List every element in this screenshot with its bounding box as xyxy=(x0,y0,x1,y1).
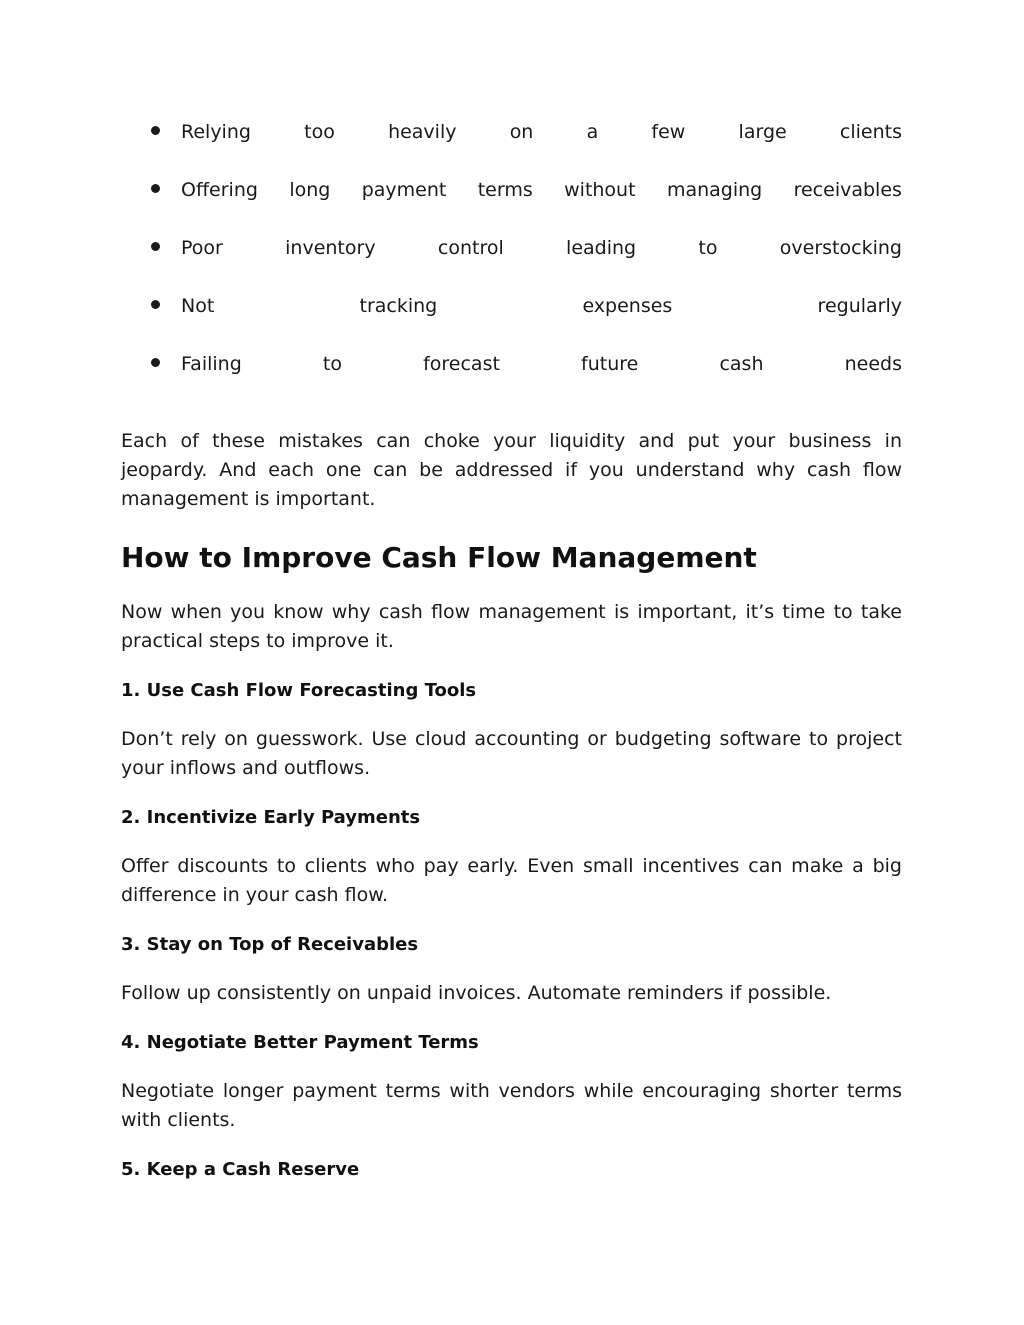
list-item-word: needs xyxy=(844,353,902,375)
list-item-word: to xyxy=(698,237,718,259)
list-item-text xyxy=(181,350,902,378)
list-item-word: a xyxy=(586,121,599,143)
list-item-word: long xyxy=(289,179,331,201)
list-item-word: large xyxy=(738,121,787,143)
step-heading: 5. Keep a Cash Reserve xyxy=(121,1159,360,1180)
step-heading: 3. Stay on Top of Receivables xyxy=(121,934,419,955)
list-item-word: forecast xyxy=(423,353,500,375)
step-heading: 1. Use Cash Flow Forecasting Tools xyxy=(121,680,477,701)
list-item-word: on xyxy=(509,121,534,143)
bullet-dot-icon xyxy=(151,358,160,367)
list-item-word: Poor xyxy=(181,237,223,259)
list-item-text xyxy=(181,292,902,320)
bullet-dot-icon xyxy=(151,126,160,135)
list-item-word: without xyxy=(564,179,636,201)
mistakes-list xyxy=(121,118,902,408)
list-item-word: payment xyxy=(361,179,447,201)
list-item xyxy=(121,350,902,408)
step-body: Don’t rely on guesswork. Use cloud accounting or budgeting software to project your inflows and outflows. xyxy=(121,728,902,779)
list-item-word: leading xyxy=(566,237,637,259)
step-body: Offer discounts to clients who pay early. Even small incentives can make a big difference in your cash flow. xyxy=(121,855,902,906)
list-item-word: Relying xyxy=(181,121,251,143)
list-item-word: control xyxy=(437,237,504,259)
list-item-word: expenses xyxy=(582,295,673,317)
list-item-word: future xyxy=(581,353,639,375)
list-item-word: inventory xyxy=(285,237,376,259)
list-item-word: Failing xyxy=(181,353,242,375)
step-heading: 2. Incentivize Early Payments xyxy=(121,807,421,828)
list-item xyxy=(121,176,902,234)
section-intro: Now when you know why cash flow management is important, it’s time to take practical steps to improve it. xyxy=(121,601,902,652)
bullet-dot-icon xyxy=(151,242,160,251)
list-item xyxy=(121,292,902,350)
bullet-dot-icon xyxy=(151,184,160,193)
list-item-word: to xyxy=(322,353,342,375)
list-item-word: Offering xyxy=(181,179,258,201)
section-heading: How to Improve Cash Flow Management xyxy=(121,541,757,574)
list-item-word: tracking xyxy=(359,295,438,317)
list-item-text xyxy=(181,176,902,204)
list-item xyxy=(121,118,902,176)
list-item-text xyxy=(181,234,902,262)
list-item-word: cash xyxy=(719,353,764,375)
step-body: Follow up consistently on unpaid invoices. Automate reminders if possible. xyxy=(121,982,832,1004)
step-heading: 4. Negotiate Better Payment Terms xyxy=(121,1032,479,1053)
list-item-word: overstocking xyxy=(779,237,902,259)
list-item-word: heavily xyxy=(388,121,457,143)
intro-paragraph: Each of these mistakes can choke your liquidity and put your business in jeopardy. And each one can be addressed if you understand why cash flow management is important. xyxy=(121,430,902,510)
list-item-text xyxy=(181,118,902,146)
list-item-word: terms xyxy=(477,179,533,201)
step-body: Negotiate longer payment terms with vendors while encouraging shorter terms with clients. xyxy=(121,1080,902,1131)
list-item xyxy=(121,234,902,292)
list-item-word: few xyxy=(651,121,686,143)
list-item-word: receivables xyxy=(793,179,902,201)
list-item-word: managing xyxy=(666,179,763,201)
list-item-word: regularly xyxy=(817,295,902,317)
list-item-word: too xyxy=(304,121,335,143)
bullet-dot-icon xyxy=(151,300,160,309)
list-item-word: clients xyxy=(839,121,902,143)
list-item-word: Not xyxy=(181,295,215,317)
